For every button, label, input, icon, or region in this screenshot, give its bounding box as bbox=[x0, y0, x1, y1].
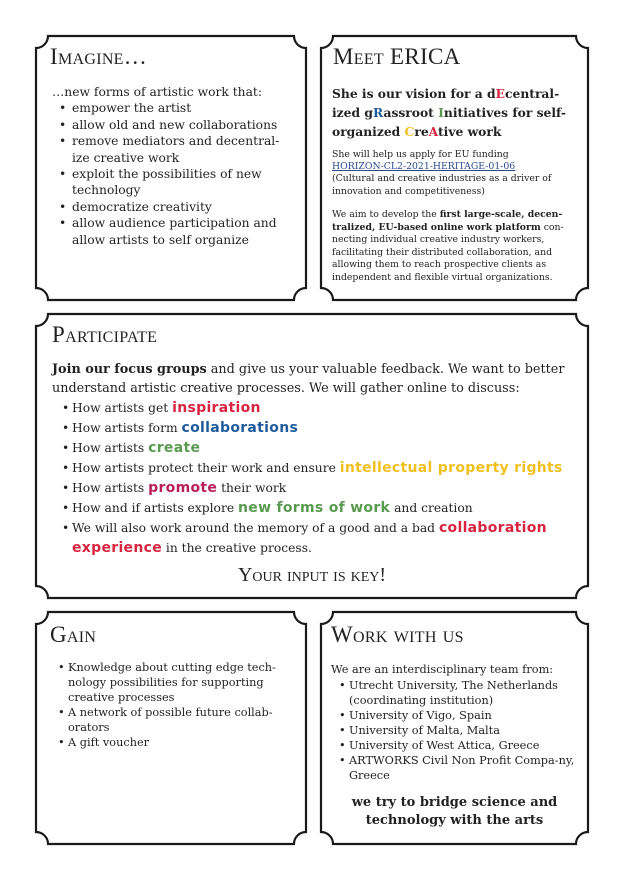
funding-note: (Cultural and creative industries as a driver of innovation and competitiveness) bbox=[332, 173, 552, 197]
funding-text: She will help us apply for EU funding bbox=[332, 149, 509, 160]
erica-letter-i: I bbox=[438, 105, 444, 120]
lead-text: re bbox=[414, 124, 429, 139]
aim-bold: first large-scale, decen-tralized, EU-based online work platform bbox=[332, 209, 563, 233]
highlight-new-forms-of-work: new forms of work bbox=[238, 500, 391, 516]
work-closing: we try to bridge science and technology with the arts bbox=[351, 795, 558, 828]
erica-letter-c: C bbox=[404, 124, 415, 139]
erica-lead bbox=[332, 84, 582, 141]
list-item: • A gift voucher bbox=[58, 735, 298, 750]
list-item: • allow audience participation and allow artists to self organize bbox=[57, 215, 297, 248]
list-item bbox=[62, 398, 582, 418]
item-text: How artists bbox=[72, 441, 149, 455]
erica-letter-e: E bbox=[495, 86, 506, 101]
list-item: • University of West Attica, Greece bbox=[339, 738, 583, 753]
list-item: • remove mediators and decentral-ize creative work bbox=[57, 133, 297, 166]
lead-text: tive work bbox=[437, 124, 502, 139]
participate-title: Participate bbox=[52, 322, 158, 347]
highlight-collaborations: collaborations bbox=[181, 420, 299, 436]
imagine-list bbox=[57, 100, 297, 248]
list-item bbox=[62, 518, 582, 558]
list-item: • University of Malta, Malta bbox=[339, 723, 583, 738]
focus-groups-bold: Join our focus groups bbox=[52, 362, 207, 377]
highlight-collaboration-experience: collaboration experience bbox=[72, 520, 547, 556]
funding-call-link[interactable]: HORIZON-CL2-2021-HERITAGE-01-06 bbox=[332, 161, 516, 173]
list-item: • exploit the possibilities of new technology bbox=[57, 166, 297, 199]
list-item bbox=[62, 418, 582, 438]
gain-list bbox=[58, 660, 298, 750]
lead-text: central-ized g bbox=[332, 86, 560, 120]
list-item: • Utrecht University, The Netherlands (coordinating institution) bbox=[339, 678, 583, 708]
imagine-body bbox=[52, 84, 297, 248]
participate-list bbox=[62, 398, 582, 558]
aim-text: con-necting individual creative industry workers, facilitating their distributed collaboration, and allowing them to reach prospective clients as independent and flexible virtual organizations. bbox=[332, 221, 564, 283]
erica-letter-r: R bbox=[372, 105, 384, 120]
lead-text: She is our vision for a d bbox=[332, 86, 496, 101]
list-item: • University of Vigo, Spain bbox=[339, 708, 583, 723]
gain-title: Gain bbox=[50, 622, 97, 647]
participate-panel bbox=[36, 314, 588, 598]
list-item: • A network of possible future collab-orators bbox=[58, 705, 298, 735]
list-item: • allow old and new collaborations bbox=[57, 117, 297, 133]
list-item bbox=[62, 478, 582, 498]
aim-text: We aim to develop the bbox=[332, 209, 440, 220]
intro-text: and give us your valuable feedback. We want to better understand artistic creative processes. We will gather online to discuss: bbox=[52, 362, 565, 396]
item-text: in the creative process. bbox=[162, 541, 312, 555]
item-text: and creation bbox=[390, 501, 473, 515]
item-text: How and if artists explore bbox=[72, 501, 239, 515]
item-text: How artists form bbox=[72, 421, 182, 435]
item-text: We will also work around the memory of a good and a bad bbox=[72, 521, 439, 535]
work-title: Work with us bbox=[331, 622, 464, 647]
your-input-is-key: Your input is key! bbox=[237, 564, 387, 586]
highlight-create: create bbox=[148, 440, 201, 456]
list-item: • democratize creativity bbox=[57, 199, 297, 215]
item-text: How artists bbox=[72, 481, 149, 495]
lead-text: assroot bbox=[383, 105, 439, 120]
item-text: How artists protect their work and ensure bbox=[72, 461, 340, 475]
work-intro: We are an interdisciplinary team from: bbox=[331, 663, 554, 676]
highlight-promote: promote bbox=[148, 480, 218, 496]
imagine-title: Imagine… bbox=[50, 44, 148, 69]
erica-panel bbox=[321, 36, 588, 300]
gain-panel bbox=[36, 612, 306, 844]
erica-title: Meet ERICA bbox=[333, 44, 461, 69]
partner-list bbox=[339, 678, 583, 783]
list-item bbox=[62, 438, 582, 458]
list-item: • Knowledge about cutting edge tech-nology possibilities for supporting creative processes bbox=[58, 660, 298, 705]
participate-intro bbox=[52, 360, 582, 398]
funding-block bbox=[332, 149, 584, 198]
list-item: • empower the artist bbox=[57, 100, 297, 116]
work-panel bbox=[321, 612, 588, 844]
list-item bbox=[62, 498, 582, 518]
item-text: their work bbox=[217, 481, 287, 495]
lead-text: nitiatives for self-organized bbox=[332, 105, 567, 139]
erica-letter-a: A bbox=[428, 124, 438, 139]
aim-paragraph bbox=[332, 209, 584, 284]
list-item bbox=[62, 458, 582, 478]
highlight-intellectual-property-rights: intellectual property rights bbox=[339, 460, 563, 476]
highlight-inspiration: inspiration bbox=[172, 400, 261, 416]
imagine-panel bbox=[36, 36, 306, 300]
list-item: • ARTWORKS Civil Non Profit Compa-ny, Greece bbox=[339, 753, 583, 783]
imagine-intro: …new forms of artistic work that: bbox=[52, 85, 263, 99]
item-text: How artists get bbox=[72, 401, 173, 415]
